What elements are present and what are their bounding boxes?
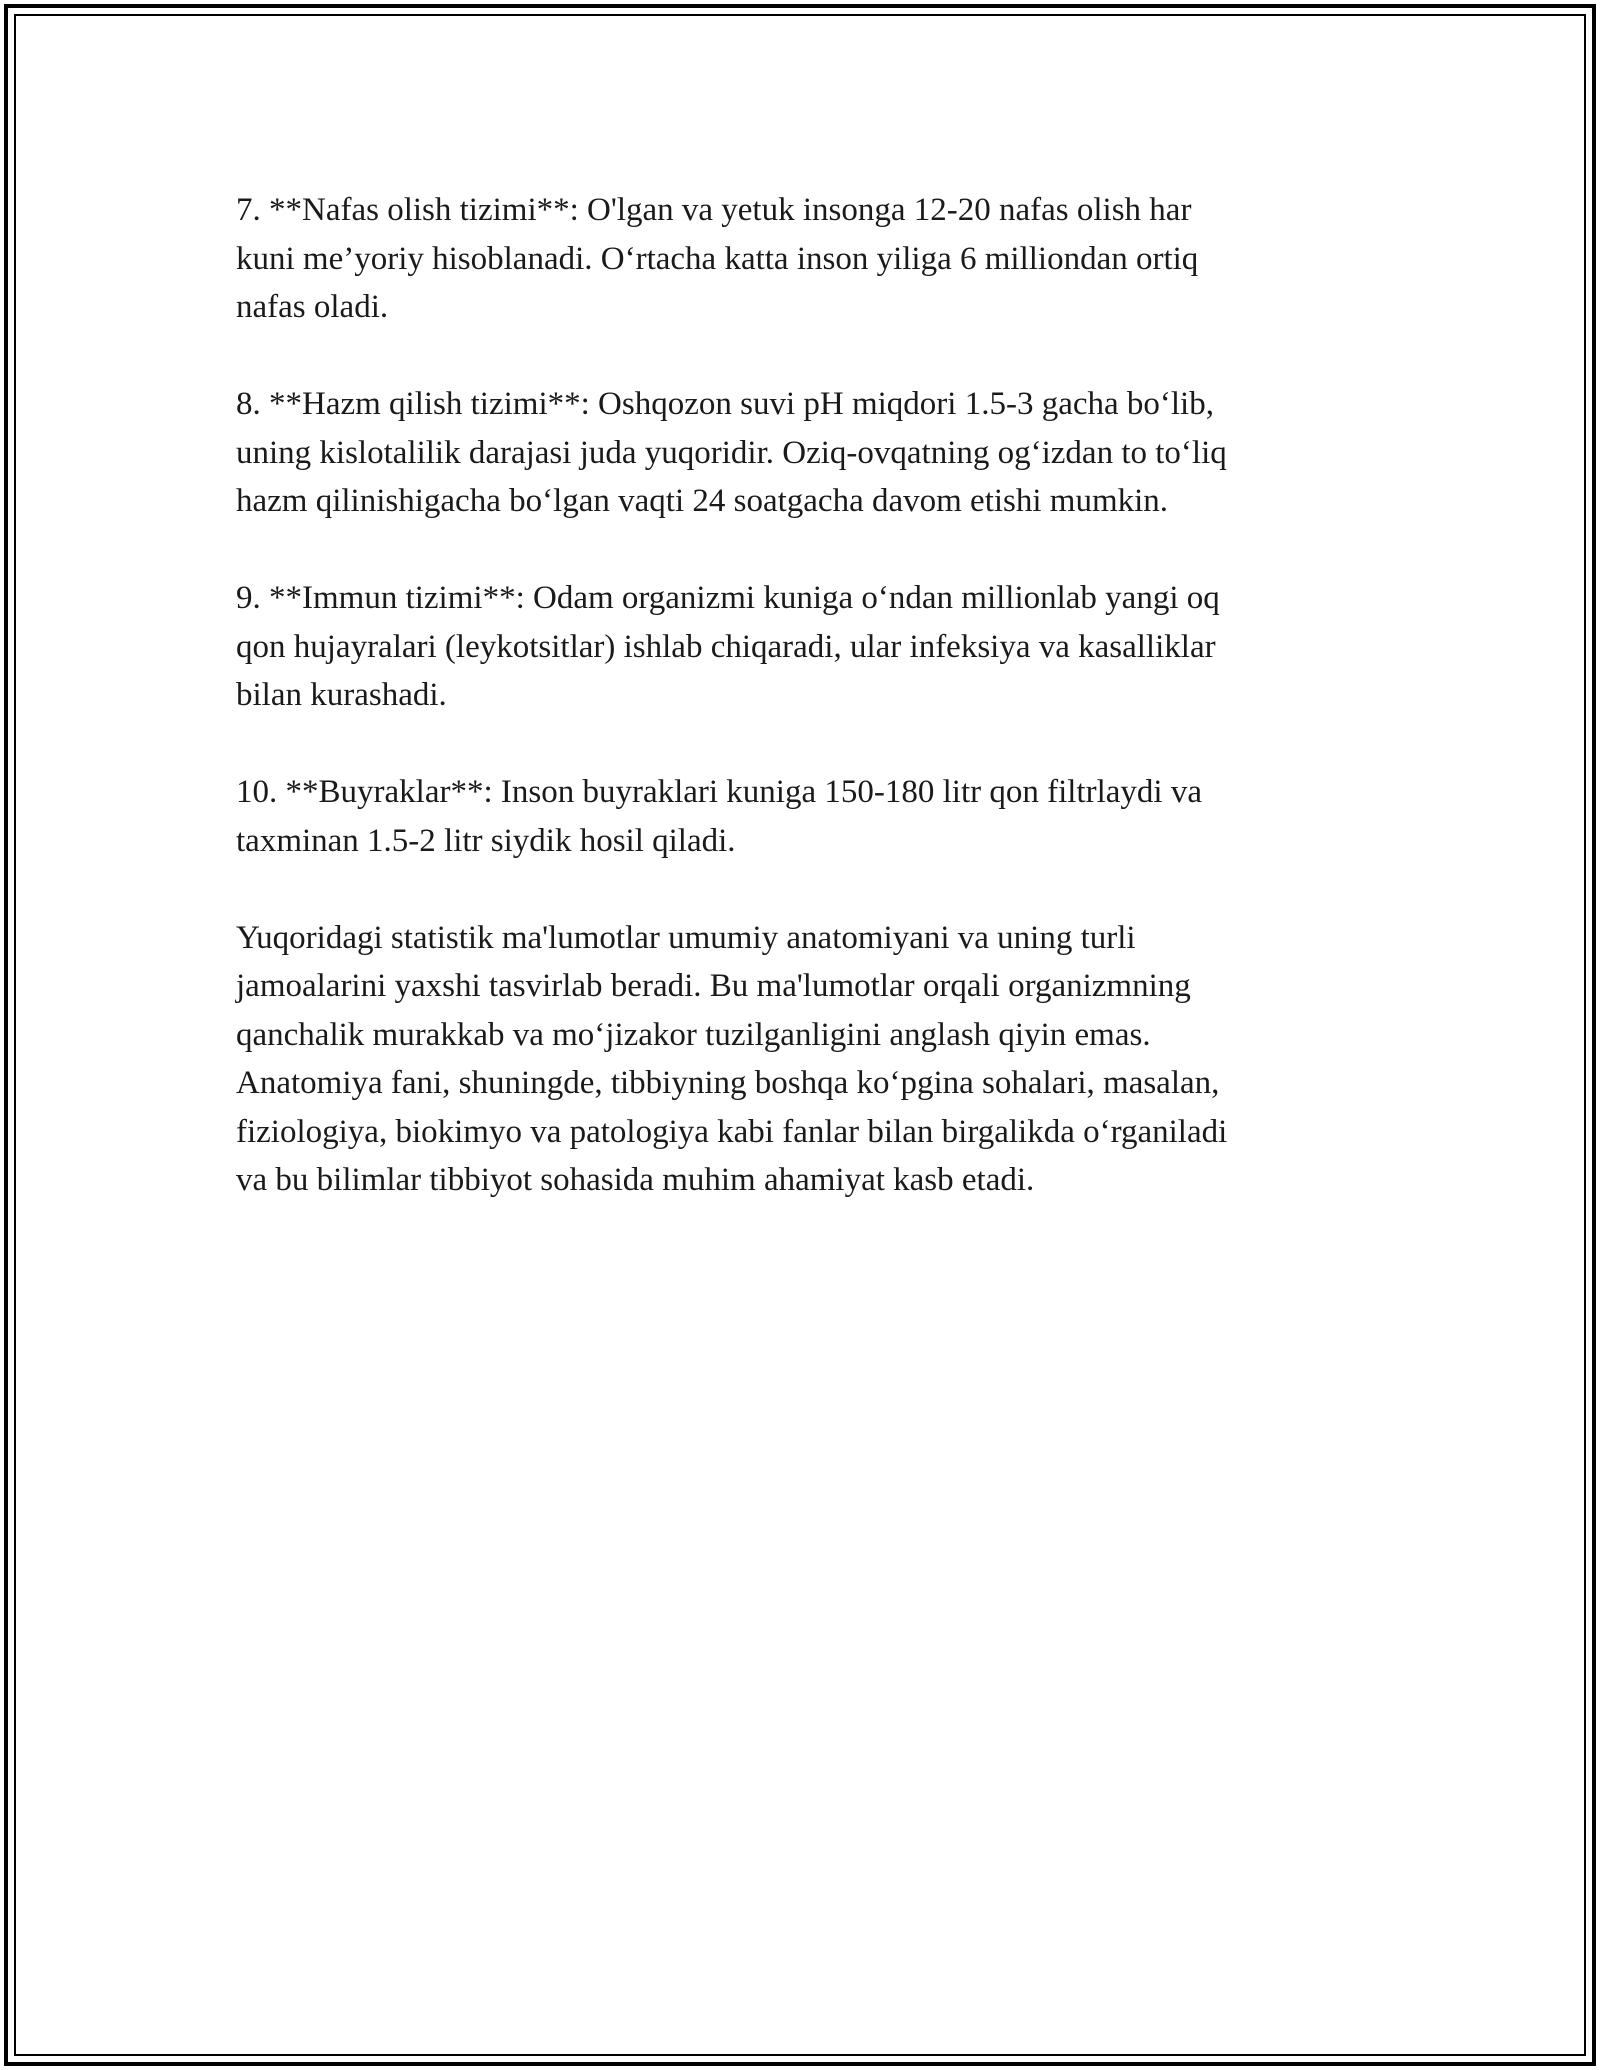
paragraph-immune-system: 9. **Immun tizimi**: Odam organizmi kuniga o‘ndan millionlab yangi oq qon hujayralari (leykotsitlar) ishlab chiqaradi, ular infeksiya va kasalliklar bilan kurashadi. <box>236 580 1220 713</box>
paragraph-conclusion: Yuqoridagi statistik ma'lumotlar umumiy anatomiyani va uning turli jamoalarini yaxshi tasvirlab beradi. Bu ma'lumotlar orqali organizmning qanchalik murakkab va mo‘jizakor tuzilganligini anglash qiyin emas. Anatomiya fani, shuningde, tibbiyning boshqa ko‘pgina sohalari, masalan, fiziologiya, biokimyo va patologiya kabi fanlar bilan birgalikda o‘rganiladi va bu bilimlar tibbiyot sohasida muhim ahamiyat kasb etadi. <box>236 919 1228 1198</box>
paragraph-respiratory-system: 7. **Nafas olish tizimi**: O'lgan va yetuk insonga 12-20 nafas olish har kuni me’yoriy hisoblanadi. O‘rtacha katta inson yiliga 6 milliondan ortiq nafas oladi. <box>236 192 1199 325</box>
paragraph-kidneys: 10. **Buyraklar**: Inson buyraklari kuniga 150-180 litr qon filtrlaydi va taxminan 1.5-2 litr siydik hosil qiladi. <box>236 774 1202 859</box>
paragraph-digestive-system: 8. **Hazm qilish tizimi**: Oshqozon suvi pH miqdori 1.5-3 gacha bo‘lib, uning kislotalilik darajasi juda yuqoridir. Oziq-ovqatning og‘izdan to to‘liq hazm qilinishigacha bo‘lgan vaqti 24 soatgacha davom etishi mumkin. <box>236 386 1227 519</box>
document-body <box>236 186 1366 1253</box>
